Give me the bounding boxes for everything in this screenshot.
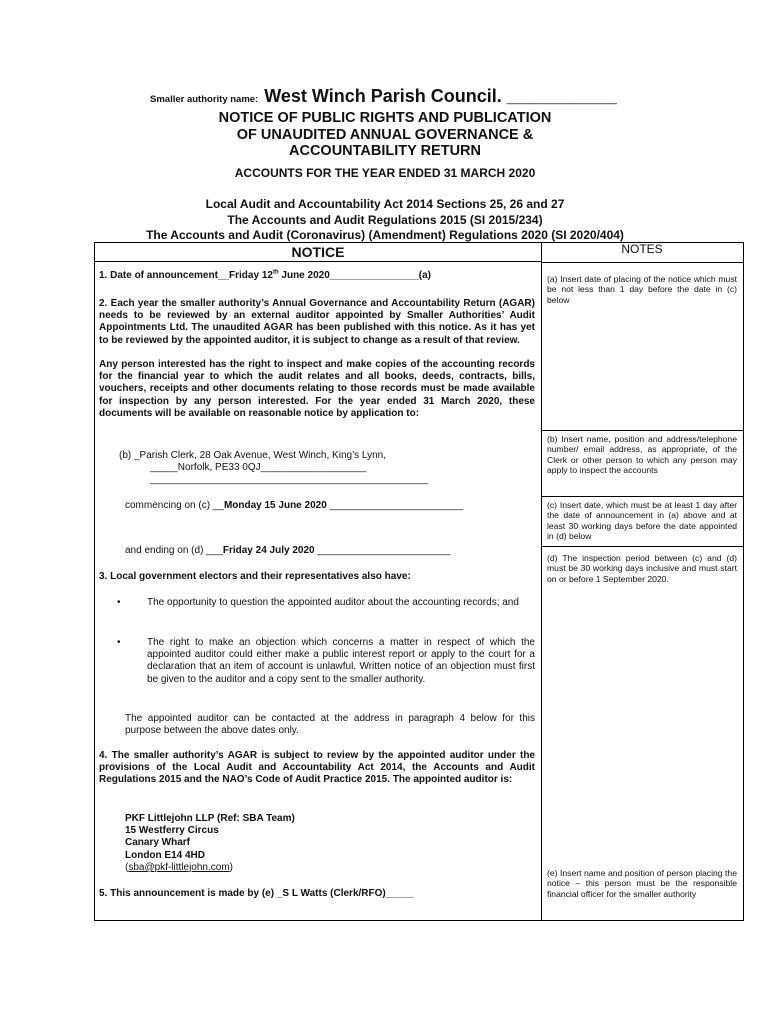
note-b-cell — [541, 430, 743, 497]
bullet-text: The right to make an objection which concerns a matter in respect of which the appointed auditor could either make a public interest report or apply to the court for a declaration that an item of account is unlawful. Written notice of an objection must first be given to the auditor and a copy sent to the smaller authority. — [147, 637, 535, 685]
paragraph-5-announcement: 5. This announcement is made by (e) _S L Watts (Clerk/RFO)_____ — [99, 888, 414, 899]
commencing-date: Monday 15 June 2020 — [223, 500, 327, 511]
bullet-question-auditor — [117, 597, 535, 623]
auditor-email-link[interactable]: sba@pkf-littlejohn.com — [128, 861, 230, 873]
title-line-2: OF UNAUDITED ANNUAL GOVERNANCE & — [236, 126, 534, 143]
paragraph-2-agar: 2. Each year the smaller authority’s Annual Governance and Accountability Return (AGAR) needs to be reviewed by an external auditor appointed by Smaller Authorities’ Audit Appointments Ltd. The unaudited AGAR has been published with this notice. As it has yet to be reviewed by the appointed auditor, it is subject to change as a result of that review. — [99, 298, 535, 346]
document-title — [0, 110, 770, 160]
auditor-address-line-1: PKF Littlejohn LLP (Ref: SBA Team) — [125, 813, 295, 824]
notice-heading: NOTICE — [291, 244, 345, 260]
auditor-address — [125, 813, 535, 874]
inspection-address — [119, 450, 535, 487]
bullet-objection-right — [117, 637, 535, 701]
legislation-line-3: The Accounts and Audit (Coronavirus) (Amendment) Regulations 2020 (SI 2020/404) — [146, 228, 624, 242]
ending-date: Friday 24 July 2020 — [222, 545, 315, 556]
ending-date-line: and ending on (d) ___Friday 24 July 2020 ________________________ — [125, 545, 451, 556]
auditor-address-line-4: London E14 4HD — [125, 849, 206, 861]
note-d-e-cell — [541, 546, 743, 921]
paragraph-1-date: 1. Date of announcement__Friday 12th June 2020________________(a) — [99, 269, 431, 281]
address-line-1: (b) _Parish Clerk, 28 Oak Avenue, West Winch, King’s Lynn, — [119, 450, 386, 461]
bullet-symbol: • — [117, 637, 121, 648]
auditor-address-line-3: Canary Wharf — [125, 837, 191, 849]
auditor-email-line: (sba@pkf-littlejohn.com) — [125, 861, 233, 873]
notes-heading: NOTES — [621, 242, 663, 256]
address-line-3: __________________________________________________ — [150, 474, 429, 486]
notice-table — [94, 242, 744, 921]
address-line-2: _____Norfolk, PE33 0QJ___________________ — [150, 462, 367, 474]
legislation-line-1: Local Audit and Accountability Act 2014 Sections 25, 26 and 27 — [205, 197, 565, 211]
bullet-text: The opportunity to question the appointed auditor about the accounting records; and — [147, 597, 519, 608]
note-c-cell — [541, 496, 743, 547]
authority-label: Smaller authority name: — [150, 94, 259, 105]
note-c: (c) Insert date, which must be at least 1 day after the date of announcement in (a) above and at least 30 working days before the date appointed in (d) below — [547, 500, 737, 542]
authority-name: West Winch Parish Council. ___________ — [264, 86, 617, 106]
paragraph-4-auditor: 4. The smaller authority’s AGAR is subject to review by the appointed auditor under the provisions of the Local Audit and Accountability Act 2014, the Accounts and Audit Regulations 2015 and the NAO’s Code of Audit Practice 2015. The appointed auditor is: — [99, 750, 535, 786]
auditor-contact-note: The appointed auditor can be contacted at the address in paragraph 4 below for this purpose between the above dates only. — [125, 713, 535, 737]
authority-name-line — [150, 86, 617, 107]
note-b: (b) Insert name, position and address/telephone number/ email address, as appropriate, of the Clerk or other person to which any person may apply to inspect the accounts — [547, 434, 737, 476]
note-a: (a) Insert date of placing of the notice which must be not less than 1 day before the date in (c) below — [547, 274, 737, 305]
note-e: (e) Insert name and position of person placing the notice – this person must be the responsible financial officer for the smaller authority — [547, 868, 737, 899]
document-subtitle: ACCOUNTS FOR THE YEAR ENDED 31 MARCH 2020 — [234, 166, 536, 180]
header-divider — [95, 261, 541, 262]
note-a-cell — [541, 262, 743, 431]
title-line-3: ACCOUNTABILITY RETURN — [289, 143, 481, 159]
paragraph-3-heading: 3. Local government electors and their representatives also have: — [99, 571, 411, 582]
commencing-date-line: commencing on (c) __Monday 15 June 2020 ________________________ — [125, 500, 464, 511]
paragraph-2-inspection-rights: Any person interested has the right to inspect and make copies of the accounting records for the financial year to which the audit relates and all books, deeds, contracts, bills, vouchers, receipts and other documents relating to those records must be made available for inspection by any person interested. For the year ended 31 March 2020, these documents will be available on reasonable notice by application to: — [99, 359, 535, 419]
legislation-line-2: The Accounts and Audit Regulations 2015 (SI 2015/234) — [227, 213, 543, 227]
bullet-symbol: • — [117, 597, 121, 608]
title-line-1: NOTICE OF PUBLIC RIGHTS AND PUBLICATION — [218, 110, 552, 126]
auditor-address-line-2: 15 Westferry Circus — [125, 825, 219, 837]
note-d: (d) The inspection period between (c) and (d) must be 30 working days inclusive and must start on or before 1 September 2020. — [547, 553, 737, 584]
